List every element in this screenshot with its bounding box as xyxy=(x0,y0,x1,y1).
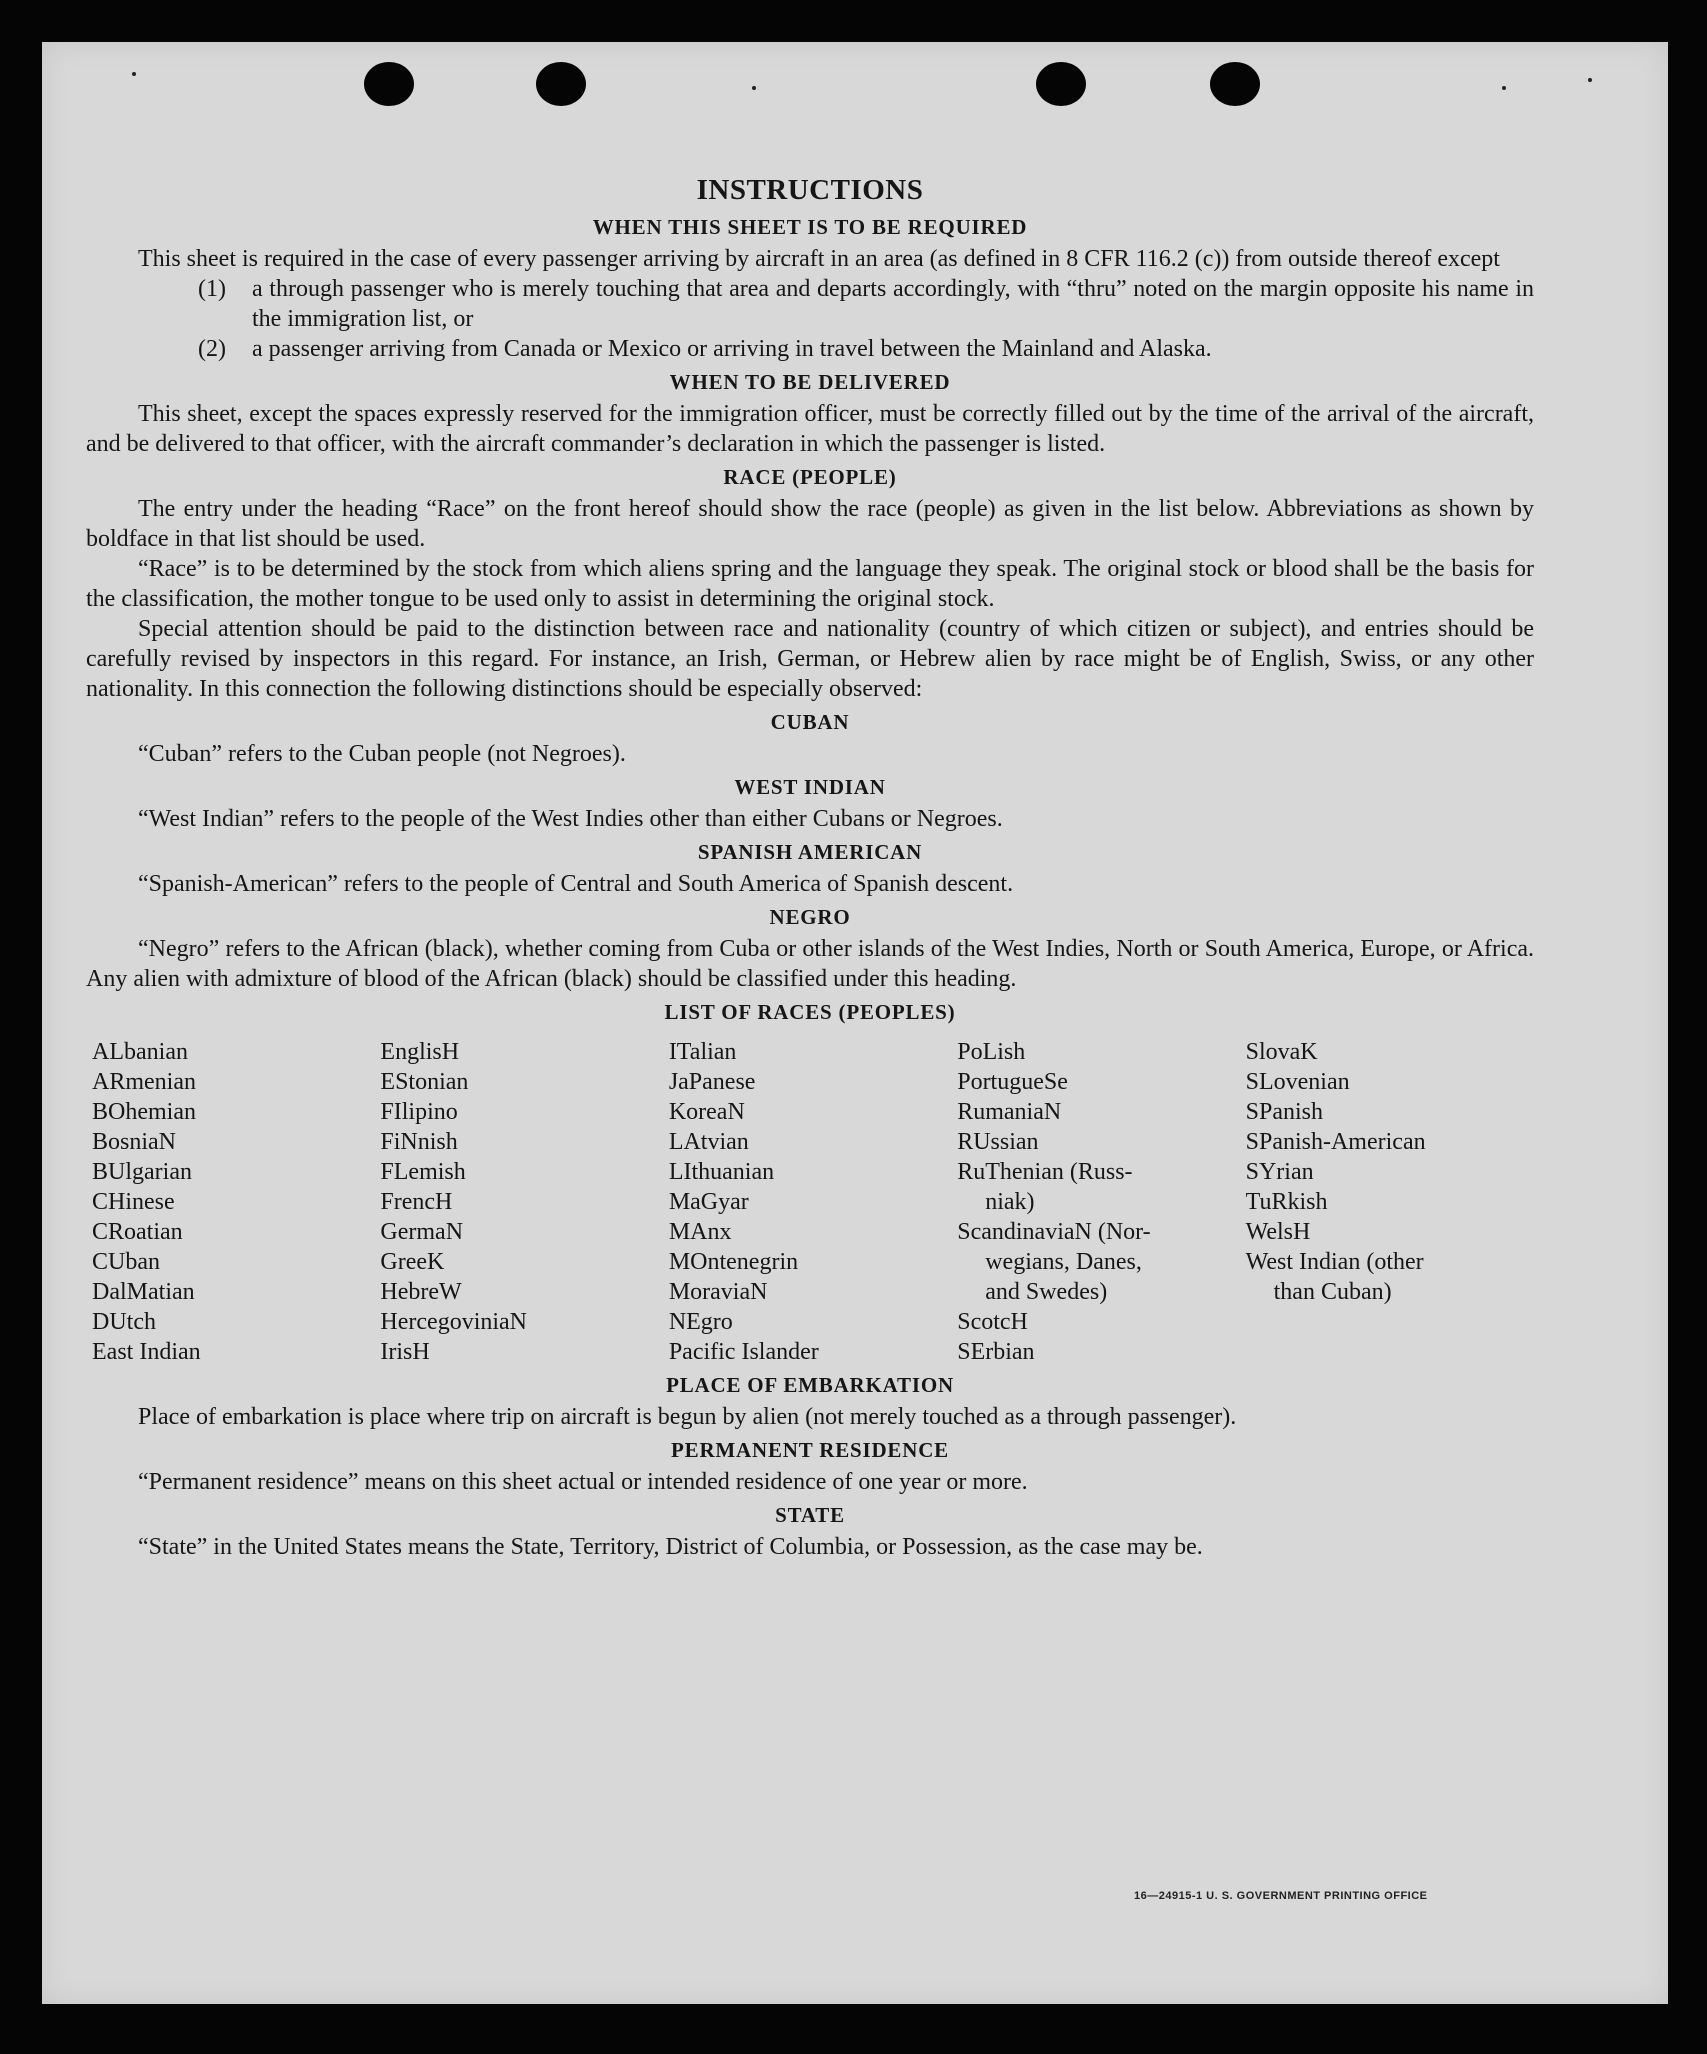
speck xyxy=(1588,78,1592,82)
punch-hole xyxy=(536,62,586,106)
race-item: EnglisH xyxy=(380,1039,460,1065)
race-item: MOntenegrin xyxy=(668,1249,799,1275)
race-item-continuation: than Cuban) xyxy=(1273,1279,1392,1305)
race-item: WelsH xyxy=(1245,1219,1311,1245)
printing-office-code: 16—24915-1 U. S. GOVERNMENT PRINTING OFFICE xyxy=(1134,1890,1428,1902)
race-item: MoraviaN xyxy=(668,1279,768,1305)
race-item: FIlipino xyxy=(380,1099,458,1125)
race-item: FLemish xyxy=(380,1159,466,1185)
races-list xyxy=(92,1037,1534,1367)
heading-west-indian: WEST INDIAN xyxy=(734,775,886,799)
race-paragraph: “Race” is to be determined by the stock from which aliens spring and the language they speak. The original stock or blood shall be the basis for the classification, the mother tongue to be used only to assist in determining the original stock. xyxy=(86,556,1534,612)
race-item: PortugueSe xyxy=(957,1069,1068,1095)
race-item: CHinese xyxy=(92,1189,175,1215)
west-indian-text: “West Indian” refers to the people of the West Indies other than either Cubans or Negroes. xyxy=(138,806,1003,832)
races-column-4 xyxy=(957,1037,1245,1367)
race-item: MAnx xyxy=(668,1219,732,1245)
race-item: SPanish-American xyxy=(1245,1129,1426,1155)
embarkation-text: Place of embarkation is place where trip on aircraft is begun by alien (not merely touched as a through passenger). xyxy=(138,1404,1237,1430)
race-item: PoLish xyxy=(957,1039,1026,1065)
race-item: BUlgarian xyxy=(92,1159,192,1185)
race-item: MaGyar xyxy=(668,1189,749,1215)
race-item-continuation: wegians, Danes, xyxy=(985,1249,1142,1275)
race-item: SYrian xyxy=(1245,1159,1314,1185)
speck xyxy=(1502,86,1506,90)
race-item: NEgro xyxy=(668,1309,733,1335)
race-item: ITalian xyxy=(668,1039,737,1065)
race-item: Pacific Islander xyxy=(668,1339,819,1365)
races-column-5 xyxy=(1246,1037,1534,1367)
race-item: LIthuanian xyxy=(668,1159,775,1185)
when-required-text: This sheet is required in the case of every passenger arriving by aircraft in an area (as defined in 8 CFR 116.2 (c)) from outside thereof except xyxy=(138,246,1500,272)
instructions-content xyxy=(86,174,1534,1562)
race-item: GermaN xyxy=(380,1219,464,1245)
race-item: GreeK xyxy=(380,1249,445,1275)
race-item: ARmenian xyxy=(92,1069,196,1095)
race-item: CRoatian xyxy=(92,1219,183,1245)
race-item: ScandinaviaN (Nor- xyxy=(957,1219,1151,1245)
race-item: RUssian xyxy=(957,1129,1039,1155)
race-item: West Indian (other xyxy=(1245,1249,1424,1275)
race-item: SErbian xyxy=(957,1339,1035,1365)
heading-race: RACE (PEOPLE) xyxy=(723,465,897,489)
heading-when-delivered: WHEN TO BE DELIVERED xyxy=(669,370,951,394)
heading-negro: NEGRO xyxy=(769,905,851,929)
heading-list-of-races: LIST OF RACES (PEOPLES) xyxy=(664,1000,956,1024)
punch-hole xyxy=(364,62,414,106)
race-item: BosniaN xyxy=(92,1129,176,1155)
spanish-american-text: “Spanish-American” refers to the people of Central and South America of Spanish descent. xyxy=(138,871,1014,897)
race-item: JaPanese xyxy=(668,1069,756,1095)
race-item: SPanish xyxy=(1245,1099,1323,1125)
race-item: RumaniaN xyxy=(957,1099,1062,1125)
race-item: CUban xyxy=(92,1249,160,1275)
race-item: HercegoviniaN xyxy=(380,1309,528,1335)
heading-state: STATE xyxy=(775,1503,845,1527)
race-item: IrisH xyxy=(380,1339,430,1365)
race-item: FiNnish xyxy=(380,1129,458,1155)
state-text: “State” in the United States means the State, Territory, District of Columbia, or Possession, as the case may be. xyxy=(138,1534,1203,1560)
race-item: DalMatian xyxy=(92,1279,195,1305)
residence-text: “Permanent residence” means on this sheet actual or intended residence of one year or more. xyxy=(138,1469,1028,1495)
races-column-3 xyxy=(669,1037,957,1367)
race-item: East Indian xyxy=(92,1339,201,1365)
negro-text: “Negro” refers to the African (black), whether coming from Cuba or other islands of the West Indies, North or South America, Europe, or Africa. Any alien with admixture of blood of the African (black) should be classified under this heading. xyxy=(86,936,1534,992)
race-item: SLovenian xyxy=(1245,1069,1350,1095)
speck xyxy=(132,72,136,76)
exception-item: (2) a passenger arriving from Canada or Mexico or arriving in travel between the Mainland and Alaska. xyxy=(198,336,1212,362)
race-item: TuRkish xyxy=(1245,1189,1328,1215)
race-item: DUtch xyxy=(92,1309,156,1335)
race-item: SlovaK xyxy=(1245,1039,1318,1065)
race-paragraph: The entry under the heading “Race” on the front hereof should show the race (people) as given in the list below. Abbreviations as shown by boldface in that list should be used. xyxy=(86,496,1534,552)
race-item: LAtvian xyxy=(668,1129,749,1155)
race-item-continuation: niak) xyxy=(985,1189,1035,1215)
race-item-continuation: and Swedes) xyxy=(985,1279,1108,1305)
exception-item: (1) a through passenger who is merely touching that area and departs accordingly, with “thru” noted on the margin opposite his name in the immigration list, or xyxy=(198,276,1534,332)
heading-embarkation: PLACE OF EMBARKATION xyxy=(666,1373,954,1397)
races-column-1 xyxy=(92,1037,380,1367)
race-item: ALbanian xyxy=(92,1039,188,1065)
speck xyxy=(752,86,756,90)
race-item: EStonian xyxy=(380,1069,469,1095)
heading-when-required: WHEN THIS SHEET IS TO BE REQUIRED xyxy=(592,215,1028,239)
heading-permanent-residence: PERMANENT RESIDENCE xyxy=(671,1438,949,1462)
race-item: RuThenian (Russ- xyxy=(957,1159,1133,1185)
document-sheet xyxy=(42,42,1668,2004)
race-item: FrencH xyxy=(380,1189,453,1215)
when-delivered-text: This sheet, except the spaces expressly reserved for the immigration officer, must be correctly filled out by the time of the arrival of the aircraft, and be delivered to that officer, with the aircraft commander’s declaration in which the passenger is listed. xyxy=(86,401,1534,457)
heading-cuban: CUBAN xyxy=(770,710,850,734)
races-column-2 xyxy=(380,1037,668,1367)
cuban-text: “Cuban” refers to the Cuban people (not Negroes). xyxy=(138,741,626,767)
punch-hole xyxy=(1036,62,1086,106)
race-item: KoreaN xyxy=(668,1099,745,1125)
heading-spanish-american: SPANISH AMERICAN xyxy=(697,840,923,864)
punch-hole xyxy=(1210,62,1260,106)
race-item: ScotcH xyxy=(957,1309,1028,1335)
page-title: INSTRUCTIONS xyxy=(696,174,924,206)
race-paragraph: Special attention should be paid to the distinction between race and nationality (country of which citizen or subject), and entries should be carefully revised by inspectors in this regard. For instance, an Irish, German, or Hebrew alien by race might be of English, Swiss, or any other nationality. In this connection the following distinctions should be especially observed: xyxy=(86,616,1534,702)
race-item: HebreW xyxy=(380,1279,462,1305)
race-item: BOhemian xyxy=(92,1099,196,1125)
